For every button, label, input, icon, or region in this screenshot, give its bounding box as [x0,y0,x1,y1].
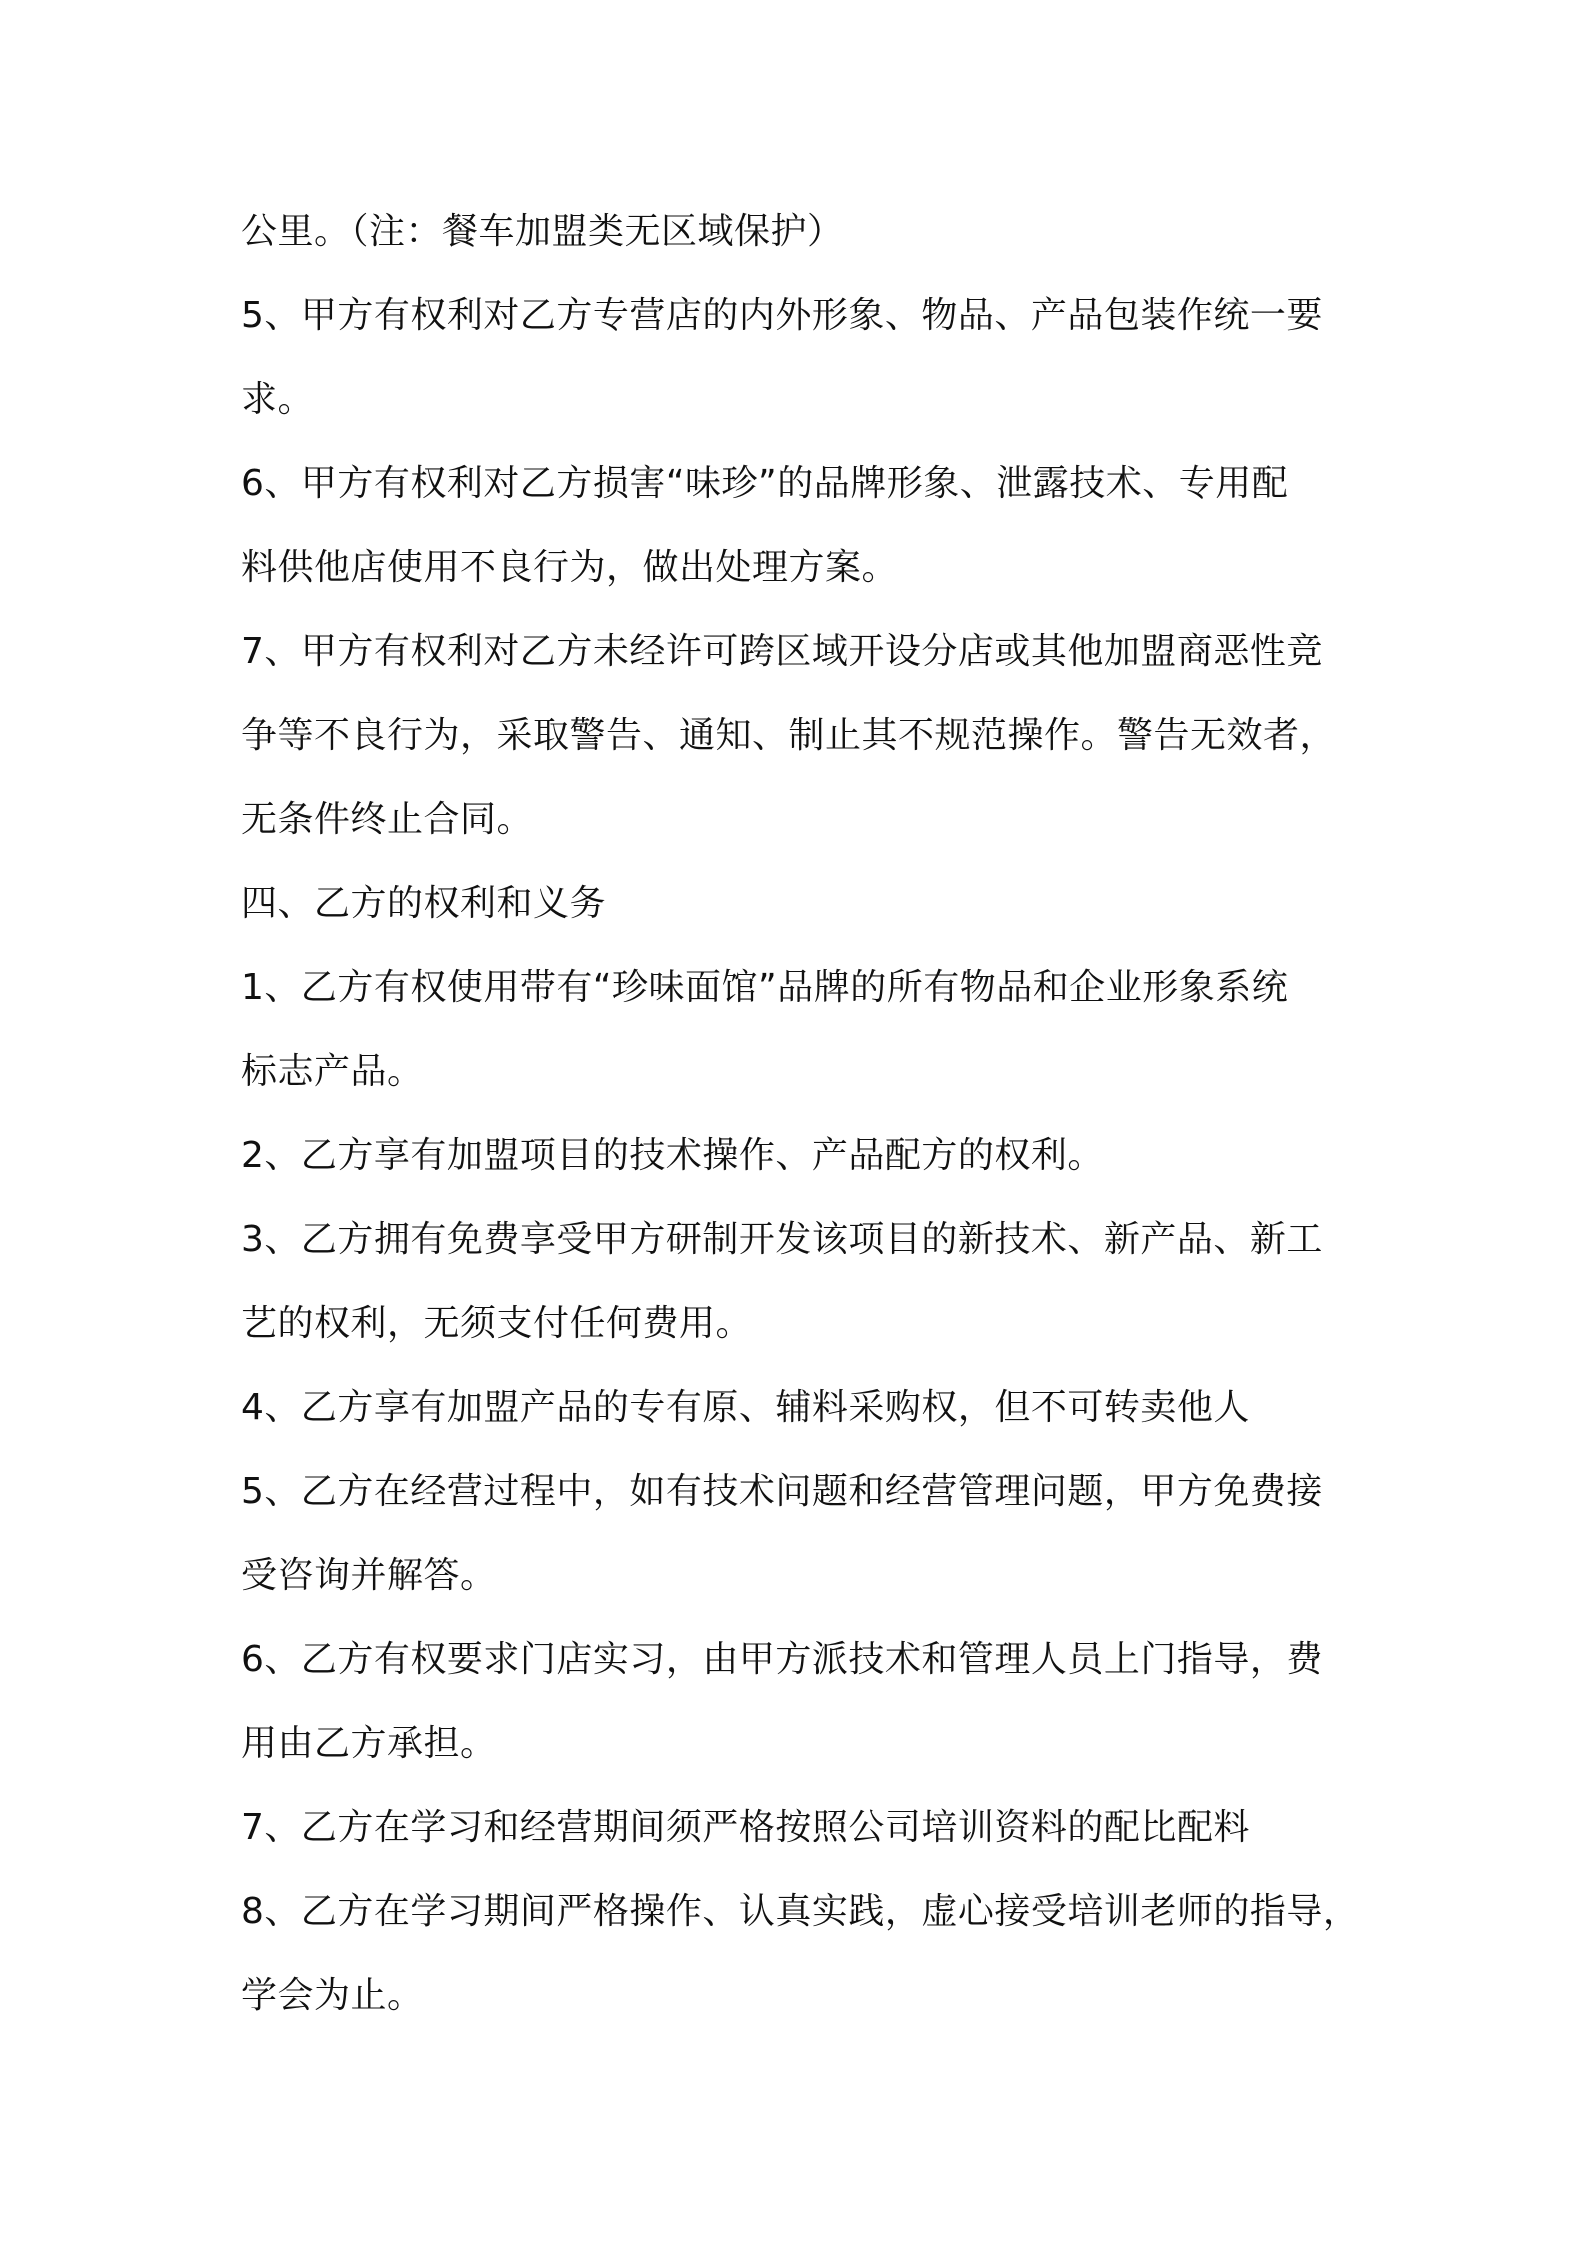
text-line: 6、乙方有权要求门店实习，由甲方派技术和管理人员上门指导，费 [241,1639,1323,1680]
text-line: 1、乙方有权使用带有“珍味面馆”品牌的所有物品和企业形象系统 [241,967,1289,1008]
text-line: 2、乙方享有加盟项目的技术操作、产品配方的权利。 [241,1135,1104,1176]
text-line: 公里。（注：餐车加盟类无区域保护） [241,211,844,252]
text-line: 4、乙方享有加盟产品的专有原、辅料采购权，但不可转卖他人 [241,1387,1250,1428]
text-line: 5、甲方有权利对乙方专营店的内外形象、物品、产品包装作统一要 [241,295,1323,336]
text-line: 学会为止。 [241,1975,424,2016]
text-line: 标志产品。 [241,1051,424,1092]
text-line: 料供他店使用不良行为，做出处理方案。 [241,547,899,588]
text-line: 用由乙方承担。 [241,1723,497,1764]
text-line: 7、甲方有权利对乙方未经许可跨区域开设分店或其他加盟商恶性竞 [241,631,1323,672]
text-line: 受咨询并解答。 [241,1555,497,1596]
text-line: 求。 [241,379,315,420]
section-heading: 四、乙方的权利和义务 [241,883,607,924]
text-line: 艺的权利，无须支付任何费用。 [241,1303,753,1344]
text-line: 8、乙方在学习期间严格操作、认真实践，虚心接受培训老师的指导， [241,1891,1360,1932]
text-line: 7、乙方在学习和经营期间须严格按照公司培训资料的配比配料 [241,1807,1250,1848]
document-body [241,190,1361,2038]
text-line: 3、乙方拥有免费享受甲方研制开发该项目的新技术、新产品、新工 [241,1219,1323,1260]
text-line: 6、甲方有权利对乙方损害“味珍”的品牌形象、泄露技术、专用配 [241,463,1289,504]
text-line: 争等不良行为，采取警告、通知、制止其不规范操作。警告无效者， [241,715,1337,756]
text-line: 5、乙方在经营过程中，如有技术问题和经营管理问题，甲方免费接 [241,1471,1323,1512]
text-line: 无条件终止合同。 [241,799,534,840]
